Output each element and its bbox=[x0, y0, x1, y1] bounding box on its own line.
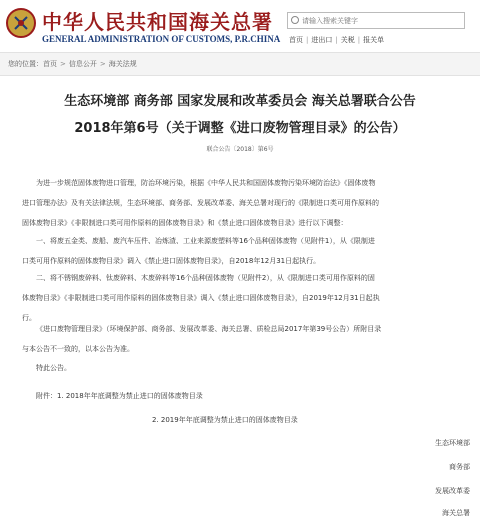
top-link-import-export[interactable]: 进出口 bbox=[311, 36, 333, 44]
breadcrumb-home[interactable]: 首页 bbox=[43, 60, 57, 68]
signatory-commerce: 商务部 bbox=[449, 463, 470, 471]
paragraph-line: 固体废物目录》《非限制进口类可用作原料的固体废物目录》和《禁止进口固体废物目录》进行以下调整： bbox=[22, 219, 348, 227]
top-nav bbox=[289, 35, 384, 45]
breadcrumb bbox=[8, 59, 137, 69]
separator: | bbox=[335, 36, 338, 44]
article-title-line2: 2018年第6号（关于调整《进口废物管理目录》的公告） bbox=[74, 121, 406, 136]
top-link-tariff[interactable]: 关税 bbox=[340, 36, 355, 44]
paragraph-line: 体废物目录》《非限制进口类可用作原料的固体废物目录》调入《禁止进口固体废物目录》，自2019年12月31日起执 bbox=[22, 294, 380, 302]
search-input[interactable] bbox=[302, 13, 452, 28]
breadcrumb-separator: > bbox=[99, 60, 106, 68]
paragraph-line: 《进口废物管理目录》（环境保护部、商务部、发展改革委、海关总署、质检总局2017年第39号公告）所附目录 bbox=[36, 325, 382, 333]
paragraph-catalog-note bbox=[22, 319, 470, 359]
attachment-link-2[interactable]: 2. 2019年年底调整为禁止进口的固体废物目录 bbox=[152, 416, 298, 424]
breadcrumb-info-disclosure[interactable]: 信息公开 bbox=[68, 60, 97, 68]
search-icon[interactable] bbox=[291, 16, 299, 24]
attachment-link-1[interactable]: 附件：1. 2018年年底调整为禁止进口的固体废物目录 bbox=[36, 392, 203, 400]
paragraph-line: 进口管理办法》及有关法律法规，生态环境部、商务部、发展改革委、海关总署对现行的《限制进口类可用作原料的 bbox=[22, 199, 379, 207]
paragraph-line: 口类可用作原料的固体废物目录》调入《禁止进口固体废物目录》，自2018年12月31日起执行。 bbox=[22, 257, 321, 265]
signatory-ecology-environment: 生态环境部 bbox=[435, 439, 470, 447]
breadcrumb-separator: > bbox=[60, 60, 66, 68]
separator: | bbox=[357, 36, 361, 44]
paragraph-line: 与本公告不一致的，以本公告为准。 bbox=[22, 345, 134, 353]
site-logo-chinese[interactable]: 中华人民共和国海关总署 bbox=[42, 10, 273, 34]
paragraph-intro bbox=[22, 173, 470, 233]
paragraph-line: 二、将不锈钢废碎料、钛废碎料、木废碎料等16个品种固体废物（见附件2），从《限制进口类可用作原料的固 bbox=[36, 274, 375, 282]
paragraph-item-one bbox=[22, 231, 470, 271]
breadcrumb-bar bbox=[0, 52, 480, 76]
signatory-customs: 海关总署 bbox=[442, 509, 470, 517]
attachment-1 bbox=[22, 386, 470, 406]
paragraph-line: 一、将废五金类、废船、废汽车压件、冶炼渣、工业来源废塑料等16个品种固体废物（见附件1），从《限制进 bbox=[36, 237, 375, 245]
attachment-2 bbox=[22, 410, 470, 430]
breadcrumb-customs-regulations[interactable]: 海关法规 bbox=[108, 60, 137, 68]
separator: | bbox=[306, 36, 309, 44]
site-header bbox=[0, 0, 480, 50]
top-link-declaration[interactable]: 报关单 bbox=[363, 36, 385, 44]
signatory-ndrc: 发展改革委 bbox=[435, 487, 470, 495]
paragraph-line: 行。 bbox=[22, 314, 36, 322]
paragraph-line: 为进一步规范固体废物进口管理，防治环境污染，根据《中华人民共和国固体废物污染环境防治法》《固体废物 bbox=[36, 179, 376, 187]
article-title-line1: 生态环境部 商务部 国家发展和改革委员会 海关总署联合公告 bbox=[64, 94, 416, 109]
top-link-home[interactable]: 首页 bbox=[289, 36, 303, 44]
paragraph-closing bbox=[22, 358, 470, 378]
document-number: 联合公告〔2018〕第6号 bbox=[206, 146, 274, 153]
breadcrumb-prefix: 您的位置： bbox=[8, 60, 43, 68]
customs-emblem-icon[interactable] bbox=[6, 8, 36, 38]
paragraph-line: 特此公告。 bbox=[36, 364, 71, 372]
search-box bbox=[287, 12, 465, 29]
site-logo-english: GENERAL ADMINISTRATION OF CUSTOMS, P.R.CHINA bbox=[42, 34, 281, 44]
